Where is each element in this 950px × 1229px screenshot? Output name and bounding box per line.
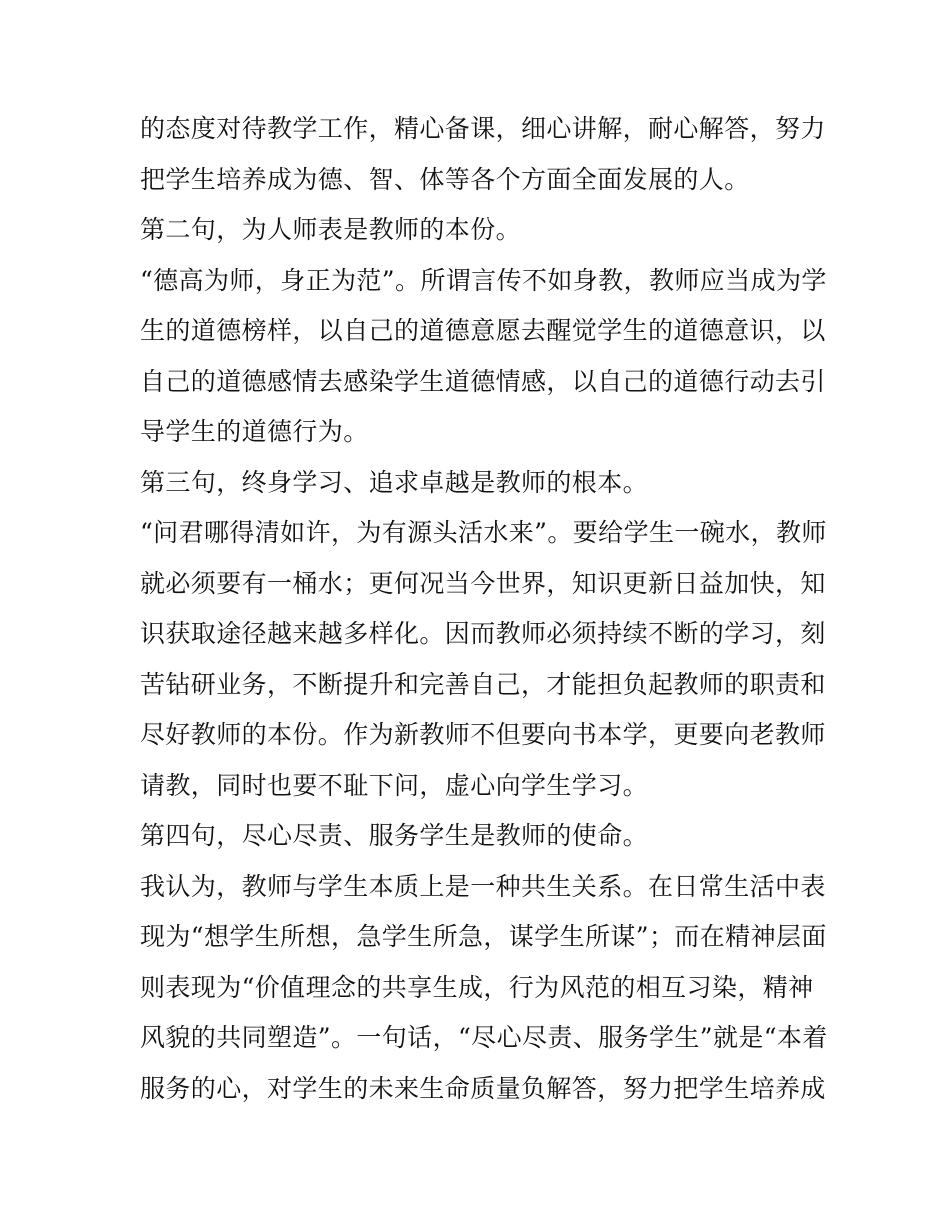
text-line: “问君哪得清如许，为有源头活水来”。要给学生一碗水，教师	[140, 518, 827, 547]
text-line: 自己的道德感情去感染学生道德情感，以自己的道德行动去引	[140, 366, 826, 396]
text-line: 则表现为“价值理念的共享生成，行为风范的相互习染，精神	[140, 972, 814, 1002]
section-heading: 第二句，为人师表是教师的本份。	[140, 215, 522, 244]
text-line: 生的道德榜样，以自己的道德意愿去醒觉学生的道德意识，以	[140, 316, 826, 345]
text-line: 苦钻研业务，不断提升和完善自己，才能担负起教师的职责和	[140, 669, 826, 699]
text-line: 把学生培养成为德、智、体等各个方面全面发展的人。	[140, 164, 750, 194]
text-line: 现为“想学生所想，急学生所急，谋学生所谋”；而在精神层面	[140, 922, 827, 951]
text-line: 服务的心，对学生的未来生命质量负解答，努力把学生培养成	[140, 1073, 826, 1103]
section-heading: 第四句，尽心尽责、服务学生是教师的使命。	[140, 821, 649, 850]
text-line: 识获取途径越来越多样化。因而教师必须持续不断的学习，刻	[140, 619, 826, 648]
text-line: 就必须要有一桶水；更何况当今世界，知识更新日益加快，知	[140, 568, 826, 598]
text-line: 风貌的共同塑造”。一句话，“尽心尽责、服务学生”就是“本着	[140, 1023, 828, 1052]
text-line: “德高为师，身正为范”。所谓言传不如身教，教师应当成为学	[140, 265, 827, 295]
text-line: 我认为，教师与学生本质上是一种共生关系。在日常生活中表	[140, 871, 826, 901]
text-line: 尽好教师的本份。作为新教师不但要向书本学，更要向老教师	[140, 720, 826, 749]
text-line: 的态度对待教学工作，精心备课，细心讲解，耐心解答，努力	[140, 114, 826, 143]
text-line: 导学生的道德行为。	[140, 417, 369, 446]
document-body	[140, 104, 828, 1114]
section-heading: 第三句，终身学习、追求卓越是教师的根本。	[140, 467, 649, 497]
text-line: 请教，同时也要不耻下问，虚心向学生学习。	[140, 770, 649, 800]
